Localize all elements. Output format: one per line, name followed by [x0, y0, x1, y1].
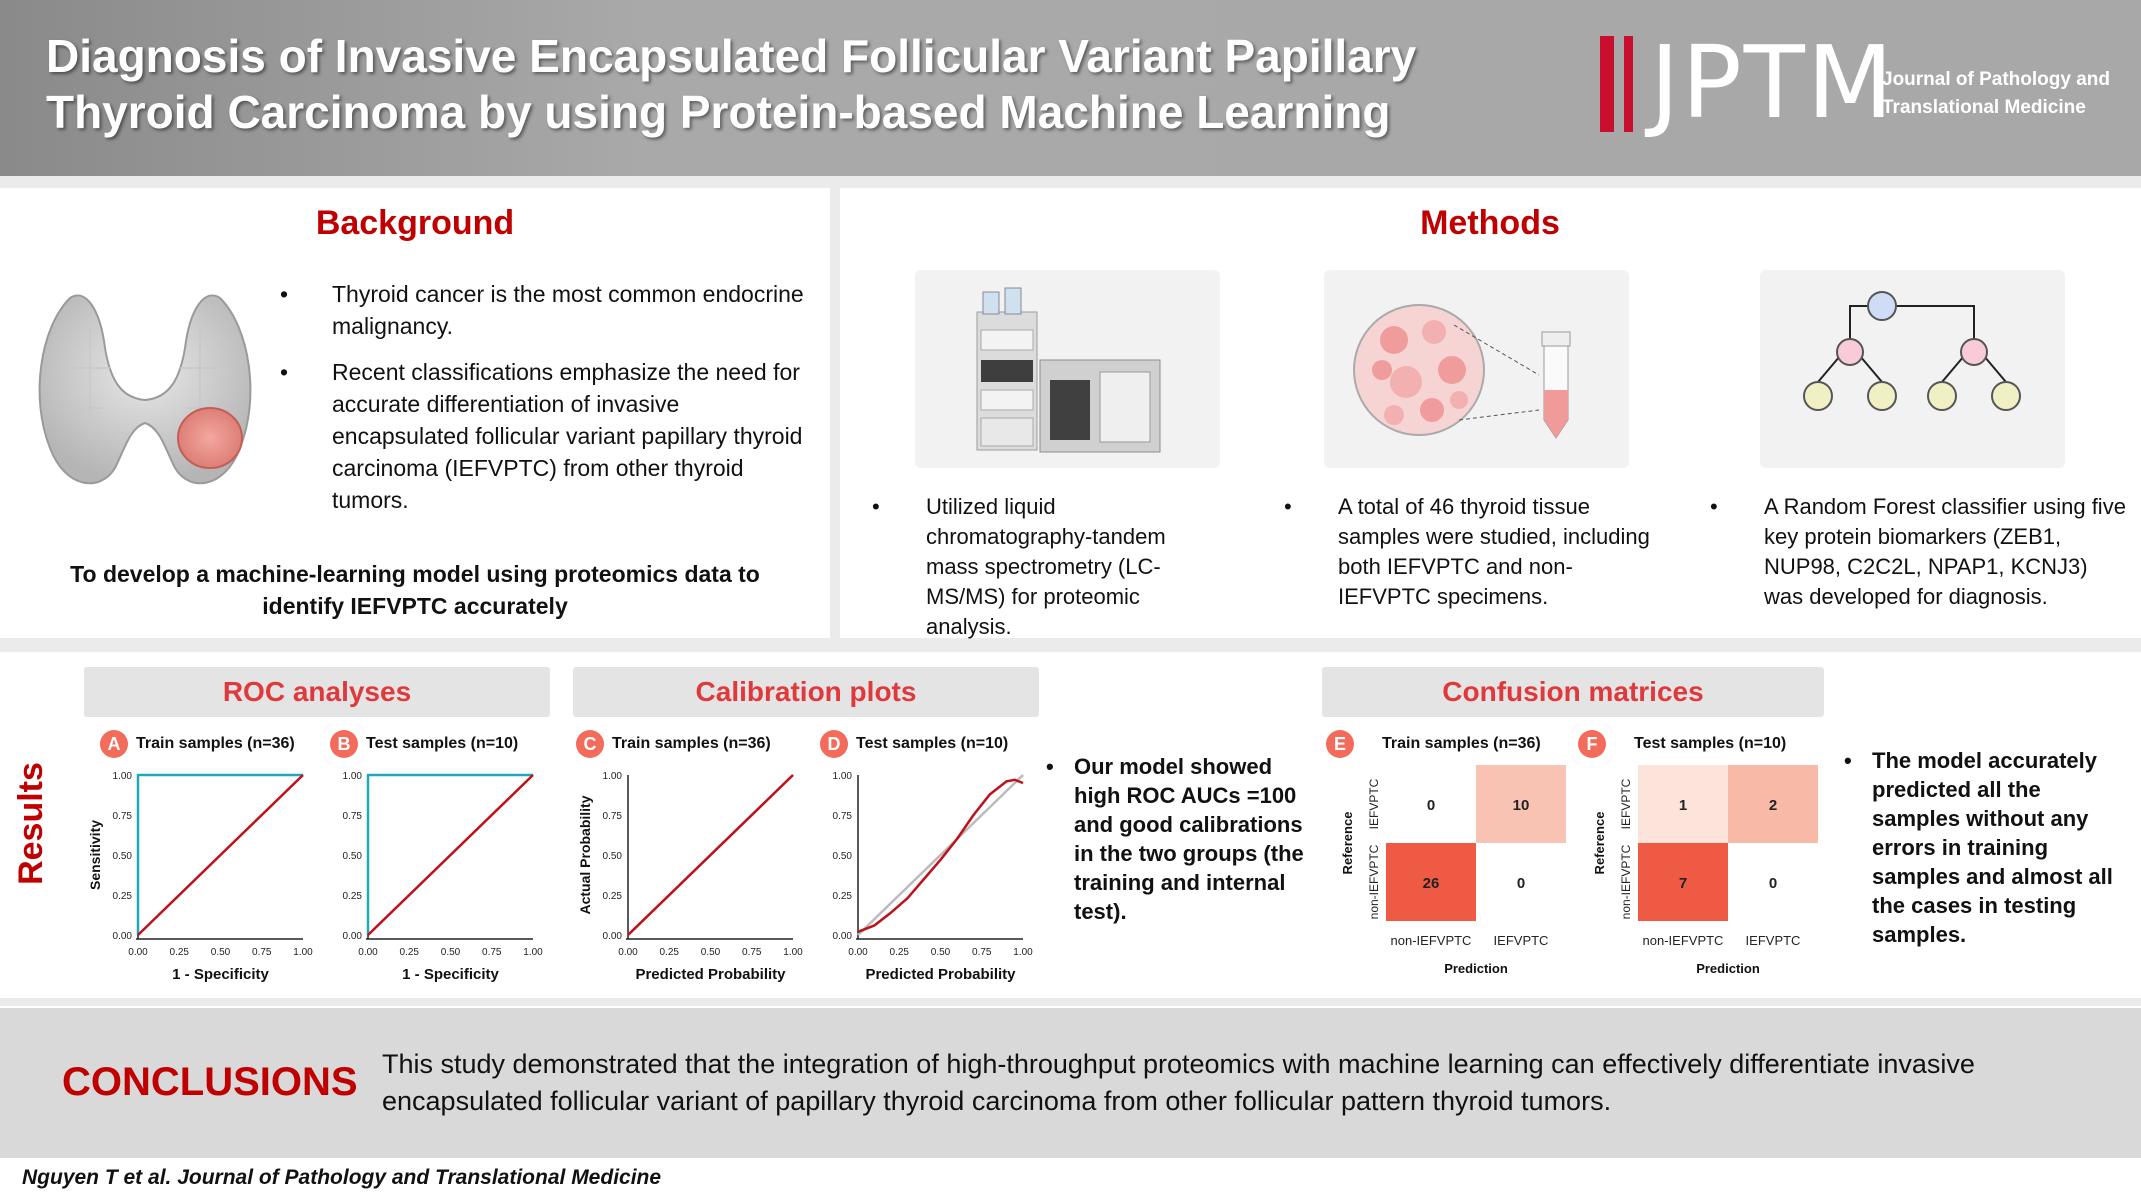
y-axis-label: Sensitivity	[87, 819, 103, 891]
panel-f-label: F Test samples (n=10)	[1578, 730, 1786, 758]
confusion-header: Confusion matrices	[1322, 667, 1824, 717]
x-tick-label: 0.50	[440, 947, 461, 958]
x-tick-label: 0.00	[618, 947, 638, 958]
series-line	[628, 775, 793, 935]
background-title: Background	[315, 204, 515, 242]
lcms-instrument-icon	[915, 270, 1220, 468]
x-tick-label: 0.75	[482, 947, 502, 958]
series-line	[858, 775, 1023, 935]
y-tick-label: 0.00	[342, 931, 362, 942]
matrix-cell-value: 0	[1516, 875, 1526, 892]
x-category-label: IEFVPTC	[1493, 933, 1549, 948]
confusion-summary: • The model accurately predicted all the samples without any errors in training samples and almost all the cases in testing samples.	[1844, 746, 2114, 949]
y-tick-label: 0.00	[112, 931, 132, 942]
y-tick-label: 0.25	[342, 891, 362, 902]
x-category-label: non-IEFVPTC	[1390, 933, 1472, 948]
y-tick-label: 1.00	[832, 771, 852, 782]
x-tick-label: 0.00	[358, 947, 378, 958]
conclusion-title: CONCLUSIONS	[62, 1060, 358, 1104]
roc-chart-test	[310, 765, 550, 985]
x-tick-label: 0.75	[252, 947, 272, 958]
x-tick-label: 0.00	[128, 947, 148, 958]
x-tick-label: 1.00	[293, 947, 313, 958]
citation: Nguyen T et al. Journal of Pathology and Translational Medicine	[22, 1166, 662, 1189]
y-axis-label: Reference	[1592, 811, 1607, 875]
results-label: Results	[11, 762, 50, 885]
y-tick-label: 0.50	[832, 851, 852, 862]
poster-title: Diagnosis of Invasive Encapsulated Follicular Variant Papillary Thyroid Carcinoma by using Protein-based Machine Learning	[46, 30, 1417, 138]
y-tick-label: 0.25	[602, 891, 622, 902]
header-banner	[0, 0, 2141, 176]
y-tick-label: 0.00	[832, 931, 852, 942]
y-tick-label: 0.50	[602, 851, 622, 862]
panel-c-label: C Train samples (n=36)	[576, 730, 771, 758]
panel-e-label: E Train samples (n=36)	[1326, 730, 1541, 758]
background-bullets	[276, 278, 806, 530]
y-axis-label: Actual Probability	[577, 795, 593, 915]
x-axis-label: Prediction	[1696, 961, 1760, 976]
confusion-matrix-train	[1316, 760, 1582, 980]
x-tick-label: 0.00	[848, 947, 868, 958]
y-category-label: non-IEFVPTC	[1367, 844, 1381, 920]
y-tick-label: 0.75	[112, 811, 132, 822]
x-tick-label: 0.25	[399, 947, 419, 958]
matrix-cell-value: 1	[1678, 797, 1688, 814]
y-tick-label: 1.00	[112, 771, 132, 782]
matrix-cell-value: 0	[1768, 875, 1778, 892]
calibration-header: Calibration plots	[573, 667, 1039, 717]
x-tick-label: 0.25	[659, 947, 679, 958]
series-line	[138, 775, 303, 935]
roc-summary: • Our model showed high ROC AUCs =100 and good calibrations in the two groups (the training and internal test).	[1046, 752, 1306, 926]
x-tick-label: 0.50	[700, 947, 721, 958]
roc-chart-train	[80, 765, 320, 985]
y-tick-label: 0.75	[602, 811, 622, 822]
x-tick-label: 0.75	[742, 947, 762, 958]
methods-title: Methods	[1420, 204, 1560, 242]
background-panel	[0, 188, 830, 638]
y-category-label: non-IEFVPTC	[1619, 844, 1633, 920]
y-tick-label: 1.00	[602, 771, 622, 782]
study-aim: To develop a machine-learning model using proteomics data to identify IEFVPTC accurately	[70, 561, 760, 619]
calibration-chart-test	[800, 765, 1040, 985]
y-tick-label: 0.25	[112, 891, 132, 902]
x-tick-label: 0.50	[930, 947, 951, 958]
x-tick-label: 1.00	[523, 947, 543, 958]
x-axis-label: Predicted Probability	[865, 966, 1016, 983]
method-item-lcms: • Utilized liquid chromatography-tandem mass spectrometry (LC-MS/MS) for proteomic analysis.	[872, 492, 1222, 642]
x-axis-label: 1 - Specificity	[402, 966, 499, 983]
background-bullet: • Recent classifications emphasize the need for accurate differentiation of invasive encapsulated follicular variant papillary thyroid carcinoma (IEFVPTC) from other thyroid tumors.	[276, 356, 806, 516]
x-tick-label: 0.75	[972, 947, 992, 958]
x-axis-label: 1 - Specificity	[172, 966, 269, 983]
x-category-label: non-IEFVPTC	[1642, 933, 1724, 948]
y-tick-label: 0.50	[342, 851, 362, 862]
logo-journal-name: Journal of Pathology and Translational Medicine	[1882, 69, 2111, 118]
matrix-cell-value: 2	[1768, 797, 1778, 814]
y-axis-label: Reference	[1340, 811, 1355, 875]
confusion-matrix-test	[1568, 760, 1834, 980]
matrix-cell-value: 7	[1678, 875, 1688, 892]
x-tick-label: 0.25	[889, 947, 909, 958]
logo-wordmark: JPTM	[1650, 24, 1896, 141]
conclusion-text: This study demonstrated that the integration of high-throughput proteomics with machine learning can effectively differentiate invasive encapsulated follicular variant of papillary thyroid carcinoma from other follicular pattern thyroid tumors.	[382, 1049, 1975, 1116]
roc-header: ROC analyses	[84, 667, 550, 717]
jptm-logo	[1600, 24, 2120, 141]
panel-a-label: A Train samples (n=36)	[100, 730, 295, 758]
mass-spectrometer-image	[915, 270, 1220, 468]
x-category-label: IEFVPTC	[1745, 933, 1801, 948]
thyroid-illustration-icon	[30, 288, 260, 498]
x-axis-label: Predicted Probability	[635, 966, 786, 983]
tissue-sample-icon	[1324, 270, 1629, 468]
calibration-chart-train	[570, 765, 810, 985]
methods-panel	[840, 188, 2141, 638]
y-tick-label: 0.50	[112, 851, 132, 862]
y-tick-label: 0.75	[342, 811, 362, 822]
y-tick-label: 1.00	[342, 771, 362, 782]
matrix-cell-value: 10	[1512, 797, 1530, 814]
method-item-classifier: • A Random Forest classifier using five key protein biomarkers (ZEB1, NUP98, C2C2L, NPAP1, KCNJ3) was developed for diagnosis.	[1710, 492, 2130, 612]
y-tick-label: 0.25	[832, 891, 852, 902]
matrix-cell-value: 0	[1426, 797, 1436, 814]
panel-d-label: D Test samples (n=10)	[820, 730, 1008, 758]
background-bullet: • Thyroid cancer is the most common endocrine malignancy.	[276, 278, 806, 342]
x-tick-label: 1.00	[783, 947, 803, 958]
y-category-label: IEFVPTC	[1619, 778, 1633, 830]
random-forest-image	[1760, 270, 2065, 468]
panel-b-label: B Test samples (n=10)	[330, 730, 518, 758]
x-tick-label: 0.50	[210, 947, 231, 958]
y-tick-label: 0.00	[602, 931, 622, 942]
tissue-sample-image	[1324, 270, 1629, 468]
x-tick-label: 0.25	[169, 947, 189, 958]
decision-tree-icon	[1760, 270, 2065, 468]
y-tick-label: 0.75	[832, 811, 852, 822]
x-axis-label: Prediction	[1444, 961, 1508, 976]
matrix-cell-value: 26	[1422, 875, 1440, 892]
y-category-label: IEFVPTC	[1367, 778, 1381, 830]
x-tick-label: 1.00	[1013, 947, 1033, 958]
series-line	[368, 775, 533, 935]
method-item-samples: • A total of 46 thyroid tissue samples were studied, including both IEFVPTC and non-IEFVPTC specimens.	[1284, 492, 1664, 612]
